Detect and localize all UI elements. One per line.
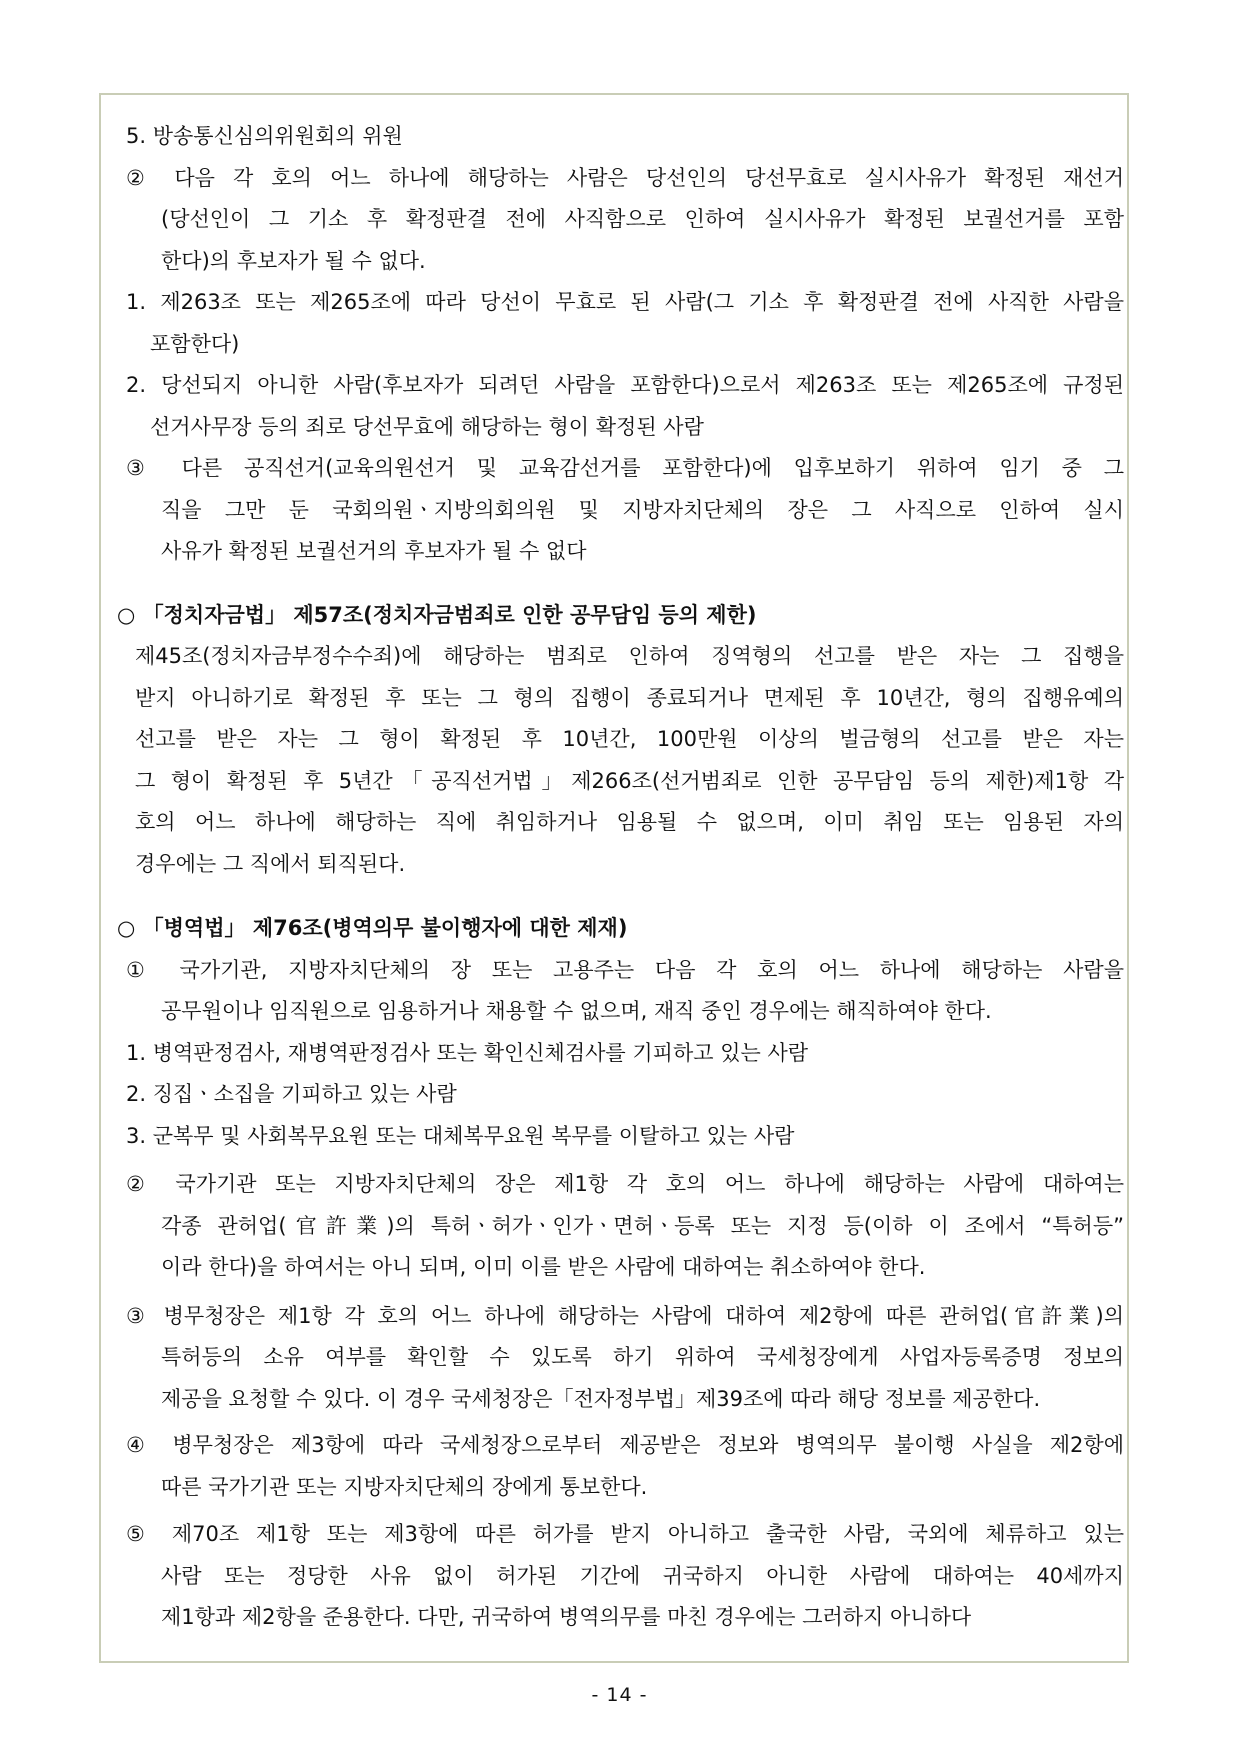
clause-5-paragraph: [126, 1514, 1124, 1639]
clause-1-paragraph: [126, 950, 1124, 1033]
paragraph-line: 제1항과 제2항을 준용한다. 다만, 귀국하여 병역의무를 마친 경우에는 그러하지 아니하다: [161, 1605, 972, 1629]
paragraph-line: 받지 아니하기로 확정된 후 또는 그 형의 집행이 종료되거나 면제된 후 10년간, 형의 집행유예의: [135, 685, 1124, 710]
paragraph-line: 제공을 요청할 수 있다. 이 경우 국세청장은「전자정부법」제39조에 따라 해당 정보를 제공한다.: [161, 1386, 1041, 1411]
content-frame: [99, 93, 1129, 1663]
paragraph-line: (당선인이 그 기소 후 확정판결 전에 사직함으로 인하여 실시사유가 확정된 보궐선거를 포함: [161, 207, 1124, 231]
paragraph-line: ③ 병무청장은 제1항 각 호의 어느 하나에 해당하는 사람에 대하여 제2항에 따른 관허업(官許業)의: [126, 1303, 1124, 1328]
paragraph-line: 이라 한다)을 하여서는 아니 되며, 이미 이를 받은 사람에 대하여는 취소하여야 한다.: [161, 1255, 926, 1279]
paragraph-line: 사람 또는 정당한 사유 없이 허가된 기간에 귀국하지 아니한 사람에 대하여는 40세까지: [161, 1563, 1124, 1588]
paragraph-line: 한다)의 후보자가 될 수 없다.: [161, 248, 426, 273]
paragraph-line: 사유가 확정된 보궐선거의 후보자가 될 수 없다: [161, 539, 587, 563]
clause-2-paragraph: [126, 1164, 1124, 1289]
item-2: [126, 365, 1124, 448]
paragraph-line: ⑤ 제70조 제1항 또는 제3항에 따른 허가를 받지 아니하고 출국한 사람, 국외에 체류하고 있는: [126, 1522, 1124, 1546]
item-1: [126, 282, 1124, 365]
paragraph-line: 선거사무장 등의 죄로 당선무효에 해당하는 형이 확정된 사람: [150, 414, 704, 439]
paragraph-line: 포함한다): [150, 331, 240, 356]
item-1: [126, 1033, 1124, 1075]
paragraph-line: ① 국가기관, 지방자치단체의 장 또는 고용주는 다음 각 호의 어느 하나에 해당하는 사람을: [126, 957, 1124, 982]
item-3: [126, 1116, 1124, 1158]
paragraph-line: 따른 국가기관 또는 지방자치단체의 장에게 통보한다.: [161, 1474, 648, 1499]
paragraph-line: 공무원이나 임직원으로 임용하거나 채용할 수 없으며, 재직 중인 경우에는 해직하여야 한다.: [161, 999, 992, 1023]
page-number: - 14 -: [591, 1684, 648, 1706]
section-heading: ○ 「정치자금법」 제57조(정치자금범죄로 인한 공무담임 등의 제한): [117, 602, 757, 627]
paragraph-line: 선고를 받은 자는 그 형이 확정된 후 10년간, 100만원 이상의 벌금형의 선고를 받은 자는: [135, 727, 1124, 751]
body-paragraph: [126, 636, 1124, 885]
item-2: [126, 1074, 1124, 1116]
paragraph-line: 그 형이 확정된 후 5년간「공직선거법」제266조(선거범죄로 인한 공무담임 등의 제한)제1항 각: [135, 768, 1124, 793]
paragraph-line: 특허등의 소유 여부를 확인할 수 있도록 하기 위하여 국세청장에게 사업자등록증명 정보의: [161, 1345, 1124, 1369]
paragraph-line: ④ 병무청장은 제3항에 따라 국세청장으로부터 제공받은 정보와 병역의무 불이행 사실을 제2항에: [126, 1433, 1124, 1457]
clause-2-paragraph: [126, 158, 1124, 283]
item-5: [126, 116, 1124, 158]
section-military-service-act: [117, 908, 1124, 1639]
paragraph-line: 경우에는 그 직에서 퇴직된다.: [135, 851, 406, 876]
section-political-funds-act: [117, 595, 1124, 886]
paragraph-line: 각종 관허업(官許業)의 특허ㆍ허가ㆍ인가ㆍ면허ㆍ등록 또는 지정 등(이하 이 조에서 “특허등”: [161, 1213, 1124, 1238]
paragraph-line: 5. 방송통신심의위원회의 위원: [126, 124, 403, 148]
paragraph-line: ② 국가기관 또는 지방자치단체의 장은 제1항 각 호의 어느 하나에 해당하는 사람에 대하여는: [126, 1172, 1124, 1196]
paragraph-line: 호의 어느 하나에 해당하는 직에 취임하거나 임용될 수 없으며, 이미 취임 또는 임용된 자의: [135, 810, 1124, 834]
clause-3-paragraph: [126, 448, 1124, 573]
paragraph-line: 1. 제263조 또는 제265조에 따라 당선이 무효로 된 사람(그 기소 후 확정판결 전에 사직한 사람을: [126, 290, 1124, 314]
paragraph-line: 3. 군복무 및 사회복무요원 또는 대체복무요원 복무를 이탈하고 있는 사람: [126, 1123, 795, 1148]
paragraph-line: 2. 징집ㆍ소집을 기피하고 있는 사람: [126, 1082, 457, 1106]
paragraph-line: 제45조(정치자금부정수수죄)에 해당하는 범죄로 인하여 징역형의 선고를 받은 자는 그 집행을: [135, 644, 1124, 668]
paragraph-line: 2. 당선되지 아니한 사람(후보자가 되려던 사람을 포함한다)으로서 제263조 또는 제265조에 규정된: [126, 373, 1124, 397]
clause-4-paragraph: [126, 1425, 1124, 1508]
paragraph-line: 직을 그만 둔 국회의원ㆍ지방의회의원 및 지방자치단체의 장은 그 사직으로 인하여 실시: [161, 497, 1124, 522]
clause-3-paragraph: [126, 1296, 1124, 1421]
section-heading: ○ 「병역법」 제76조(병역의무 불이행자에 대한 제재): [117, 916, 628, 940]
paragraph-line: 1. 병역판정검사, 재병역판정검사 또는 확인신체검사를 기피하고 있는 사람: [126, 1040, 809, 1065]
paragraph-line: ② 다음 각 호의 어느 하나에 해당하는 사람은 당선인의 당선무효로 실시사유가 확정된 재선거: [126, 165, 1124, 190]
paragraph-line: ③ 다른 공직선거(교육의원선거 및 교육감선거를 포함한다)에 입후보하기 위하여 임기 중 그: [126, 456, 1124, 480]
